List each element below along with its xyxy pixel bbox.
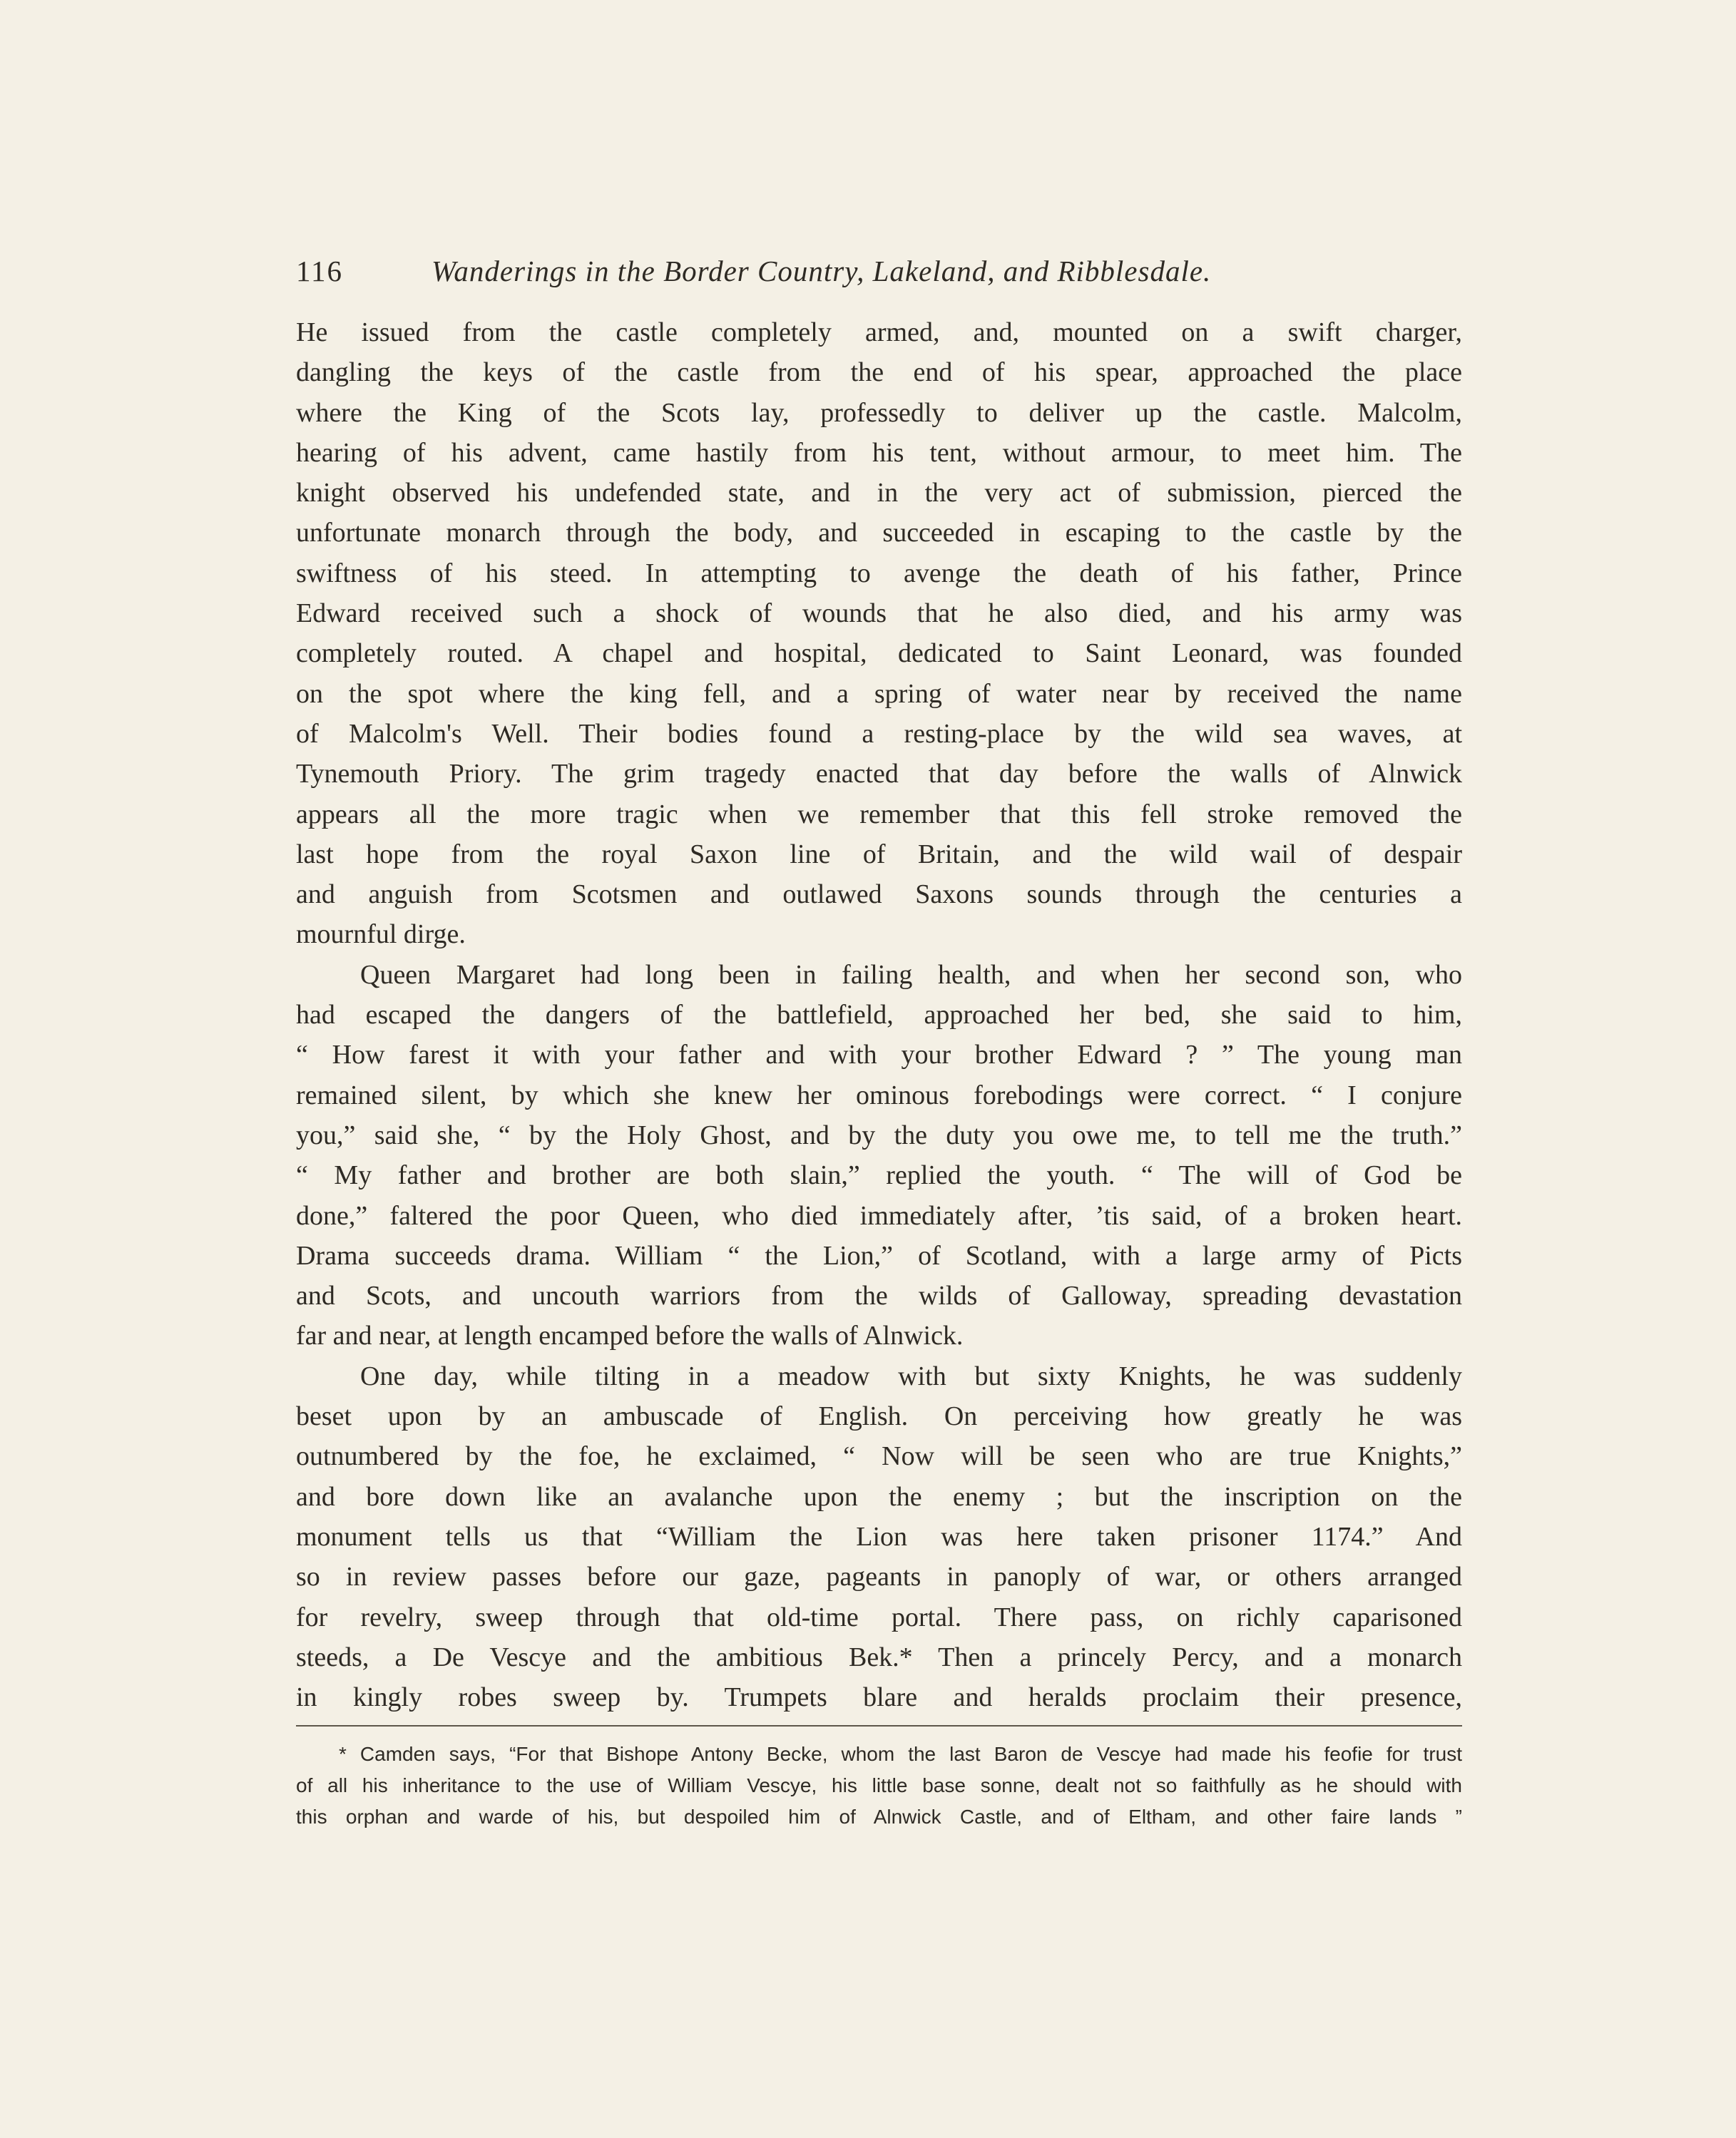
page-header xyxy=(296,250,1462,292)
text-line: completely routed. A chapel and hospital, dedicated to Saint Leonard, was founded xyxy=(296,638,1462,669)
text-line: remained silent, by which she knew her ominous forebodings were correct. “ I conjure xyxy=(296,1080,1462,1110)
text-line: “ My father and brother are both slain,” replied the youth. “ The will of God be xyxy=(296,1160,1462,1191)
text-line: and bore down like an avalanche upon the enemy ; but the inscription on the xyxy=(296,1481,1462,1512)
text-line: swiftness of his steed. In attempting to avenge the death of his father, Prince xyxy=(296,558,1462,588)
text-line: hearing of his advent, came hastily from his tent, without armour, to meet him. The xyxy=(296,437,1462,468)
body-text xyxy=(296,312,1462,1717)
text-line: done,” faltered the poor Queen, who died immediately after, ’tis said, of a broken heart. xyxy=(296,1200,1462,1231)
footnote-line: * Camden says, “For that Bishope Antony Becke, whom the last Baron de Vescye had made his feofie for trust xyxy=(339,1743,1462,1765)
text-line: far and near, at length encamped before the walls of Alnwick. xyxy=(296,1321,964,1351)
text-line: beset upon by an ambuscade of English. On perceiving how greatly he was xyxy=(296,1401,1462,1432)
text-line: unfortunate monarch through the body, and succeeded in escaping to the castle by the xyxy=(296,518,1462,548)
text-line: in kingly robes sweep by. Trumpets blare and heralds proclaim their presence, xyxy=(296,1682,1462,1713)
text-line: Edward received such a shock of wounds that he also died, and his army was xyxy=(296,598,1462,629)
text-line: for revelry, sweep through that old-time portal. There pass, on richly caparisoned xyxy=(296,1602,1462,1632)
text-line: appears all the more tragic when we remember that this fell stroke removed the xyxy=(296,799,1462,829)
text-line: knight observed his undefended state, and in the very act of submission, pierced the xyxy=(296,478,1462,508)
page-number: 116 xyxy=(296,255,343,287)
text-line: mournful dirge. xyxy=(296,919,466,950)
text-line: Drama succeeds drama. William “ the Lion,” of Scotland, with a large army of Picts xyxy=(296,1240,1462,1271)
paragraph-2 xyxy=(296,955,1462,1356)
text-line: last hope from the royal Saxon line of Britain, and the wild wail of despair xyxy=(296,839,1462,869)
text-line: so in review passes before our gaze, pageants in panoply of war, or others arranged xyxy=(296,1562,1462,1592)
paragraph-1 xyxy=(296,312,1462,955)
paragraph-3 xyxy=(296,1356,1462,1718)
text-line: He issued from the castle completely armed, and, mounted on a swift charger, xyxy=(296,317,1462,347)
text-line: on the spot where the king fell, and a spring of water near by received the name xyxy=(296,678,1462,709)
footnote-divider xyxy=(296,1725,1462,1727)
text-line: and Scots, and uncouth warriors from the wilds of Galloway, spreading devastation xyxy=(296,1281,1462,1311)
text-line: steeds, a De Vescye and the ambitious Bek.* Then a princely Percy, and a monarch xyxy=(296,1642,1462,1672)
text-line: outnumbered by the foe, he exclaimed, “ Now will be seen who are true Knights,” xyxy=(296,1441,1462,1472)
text-line: monument tells us that “William the Lion was here taken prisoner 1174.” And xyxy=(296,1521,1462,1552)
running-title: Wanderings in the Border Country, Lakeland, and Ribblesdale. xyxy=(432,255,1212,287)
text-line: and anguish from Scotsmen and outlawed Saxons sounds through the centuries a xyxy=(296,879,1462,910)
footnote xyxy=(296,1739,1462,1833)
footnote-line: of all his inheritance to the use of William Vescye, his little base sonne, dealt not so faithfully as he should with xyxy=(296,1774,1462,1796)
text-line: of Malcolm's Well. Their bodies found a resting-place by the wild sea waves, at xyxy=(296,718,1462,749)
text-line: Tynemouth Priory. The grim tragedy enacted that day before the walls of Alnwick xyxy=(296,759,1462,789)
text-line: “ How farest it with your father and with your brother Edward ? ” The young man xyxy=(296,1040,1462,1070)
footnote-line: this orphan and warde of his, but despoiled him of Alnwick Castle, and of Eltham, and other faire lands ” xyxy=(296,1806,1462,1828)
text-line: dangling the keys of the castle from the end of his spear, approached the place xyxy=(296,357,1462,388)
text-line: One day, while tilting in a meadow with but sixty Knights, he was suddenly xyxy=(360,1361,1462,1391)
text-line: you,” said she, “ by the Holy Ghost, and by the duty you owe me, to tell me the truth.” xyxy=(296,1120,1462,1150)
text-line: where the King of the Scots lay, professedly to deliver up the castle. Malcolm, xyxy=(296,397,1462,428)
text-line: Queen Margaret had long been in failing health, and when her second son, who xyxy=(360,959,1462,990)
text-line: had escaped the dangers of the battlefield, approached her bed, she said to him, xyxy=(296,1000,1462,1030)
